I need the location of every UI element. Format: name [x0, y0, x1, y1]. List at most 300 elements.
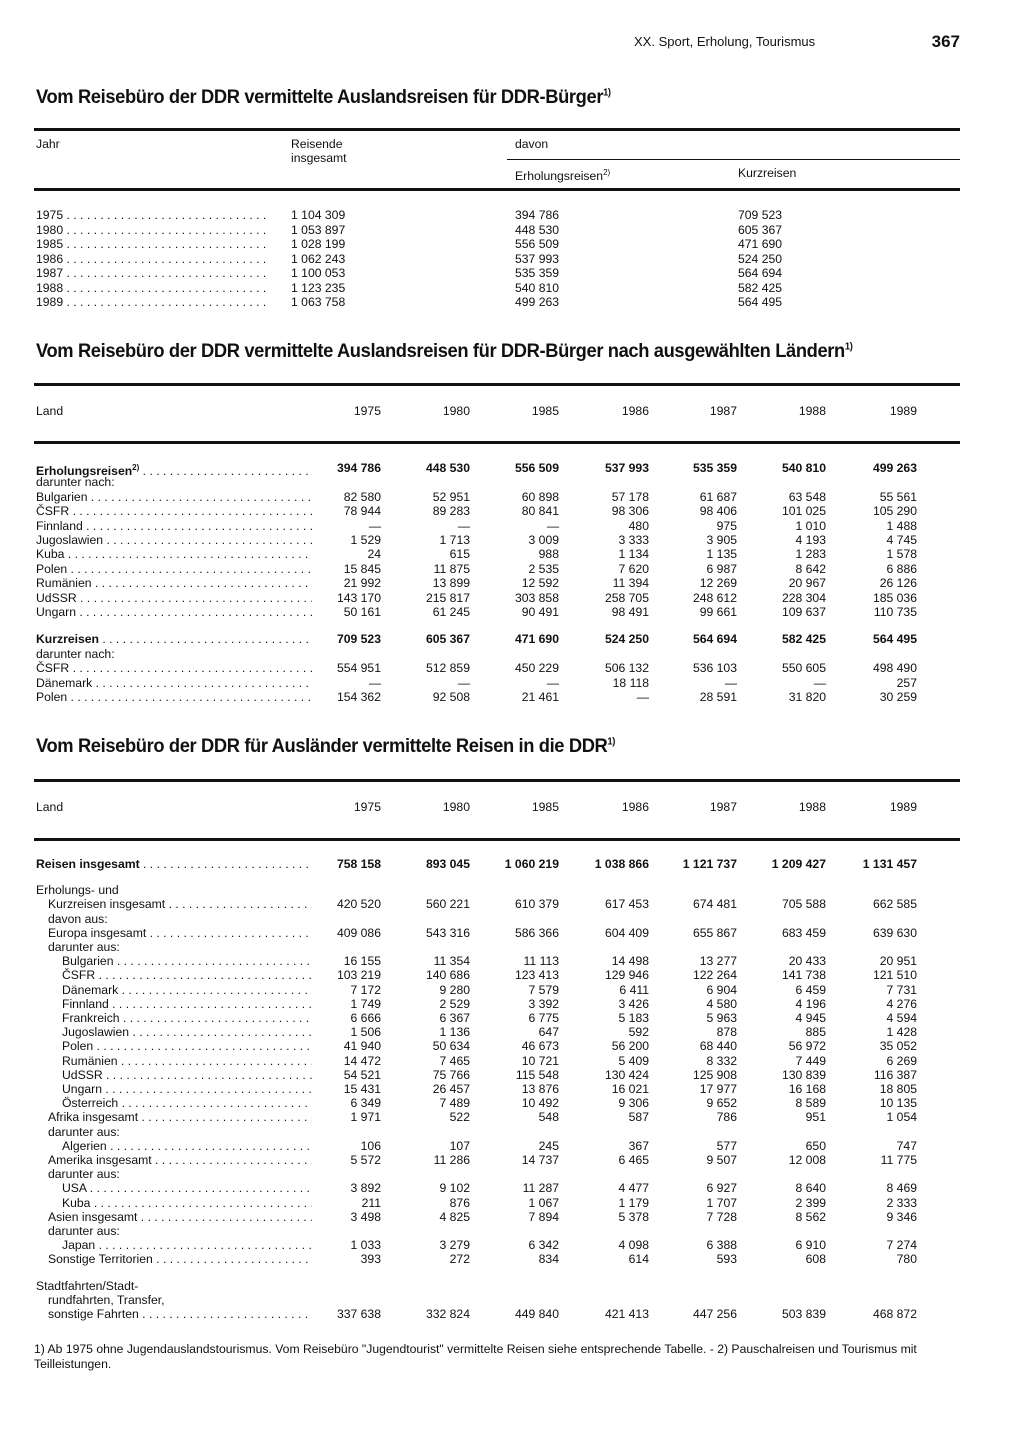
table3-cell: 17 977	[699, 1082, 737, 1096]
table2-top-rule	[34, 383, 960, 386]
table3-col-land: Land	[36, 800, 64, 814]
table2-row-label-text: Finnland	[36, 518, 83, 533]
table2-row-label	[36, 490, 312, 504]
table3-row-label-text: Asien insgesamt	[48, 1209, 138, 1224]
table3-row-label-text: Stadtfahrten/Stadt-	[36, 1278, 139, 1293]
table3-cell: 6 465	[618, 1153, 649, 1167]
table2-col-year: 1975	[353, 404, 381, 418]
table3-cell: 6 910	[795, 1238, 826, 1253]
table3-cell: 951	[805, 1110, 826, 1125]
table3-row-label	[62, 1082, 312, 1096]
table2-cell: 2 535	[528, 561, 559, 576]
table3-cell: 16 155	[343, 954, 381, 969]
table2-row-label	[36, 475, 312, 489]
table1-cell-erholung: 540 810	[515, 280, 560, 295]
table2-cell: 11 394	[612, 576, 649, 591]
table3-row-label-text: darunter aus:	[48, 1224, 120, 1238]
table2-cell: —	[636, 690, 649, 704]
table3-row-label	[62, 1238, 312, 1252]
table3-cell: 7 449	[795, 1053, 826, 1068]
table3-cell: 332 824	[425, 1307, 470, 1321]
table3-row-label-text: Dänemark	[62, 982, 119, 997]
table3-cell: 20 433	[788, 954, 826, 969]
table3-cell: 393	[360, 1252, 381, 1267]
table3-cell: 107	[449, 1138, 470, 1153]
table2-cell: 12 592	[521, 576, 559, 591]
table3-cell: 1 179	[618, 1195, 649, 1210]
table3-cell: 11 287	[522, 1181, 559, 1196]
table2-row-label	[36, 647, 312, 661]
table3-cell: 15 431	[343, 1082, 381, 1096]
table2-row-label-text: Bulgarien	[36, 489, 88, 504]
table3-row-label-text: rundfahrten, Transfer,	[48, 1292, 165, 1307]
table1-col-davon: davon	[515, 137, 549, 151]
table3-cell: 3 426	[618, 996, 649, 1011]
table3-cell: 6 666	[350, 1011, 381, 1025]
table2-cell: —	[457, 675, 470, 690]
table3-row-label	[48, 1224, 312, 1238]
table3-cell: 1 428	[886, 1025, 917, 1040]
table3-cell: 130 839	[781, 1067, 826, 1082]
table3-cell: 7 894	[528, 1209, 559, 1224]
table2-cell: 15 845	[343, 561, 381, 576]
table2-cell: —	[368, 518, 381, 533]
table3-cell: 20 951	[879, 954, 917, 969]
table3-cell: 9 507	[706, 1153, 737, 1167]
table1-title-note: 1)	[603, 87, 611, 99]
table3-cell: 1 067	[528, 1195, 559, 1210]
table1-cell-jahr: 1986 . . .	[36, 252, 270, 266]
table3-cell: 9 102	[439, 1181, 470, 1196]
table1-cell-jahr: 1987 . . .	[36, 266, 270, 280]
table3-row-label	[62, 1054, 312, 1068]
footnotes: 1) Ab 1975 ohne Jugendauslandstourismus. Vom Reisebüro "Jugendtourist" vermittelte Reisen siehe entsprechende Tabelle. - 2) Pauschalreisen und Tourismus mit Teilleistungen.	[34, 1342, 917, 1371]
table2-cell: 988	[538, 547, 559, 562]
table2-cell: 536 103	[692, 661, 737, 676]
table3-row-label	[62, 1011, 312, 1025]
table3-cell: 7 579	[528, 982, 559, 997]
table2-cell: 550 605	[781, 661, 826, 676]
table3-cell: 11 354	[433, 954, 470, 969]
table2-cell: 99 661	[699, 605, 737, 619]
table1-col-erholung-text: Erholungsreisen	[515, 169, 604, 184]
table3-cell: 560 221	[425, 897, 470, 912]
table2-cell: 3 905	[706, 533, 737, 547]
table3-cell: 6 904	[706, 982, 737, 997]
table2-cell: 50 161	[343, 605, 381, 619]
table1-col-erholung-note: 2)	[603, 168, 611, 177]
table2-cell: —	[368, 675, 381, 690]
table1-cell-reisende: 1 123 235	[291, 280, 346, 295]
table3-row-label-text: Algerien	[62, 1138, 107, 1153]
table3-cell: 125 908	[692, 1067, 737, 1082]
table3-col-year: 1989	[889, 800, 917, 814]
table3-cell: 50 634	[432, 1039, 470, 1054]
table2-cell: 154 362	[336, 690, 381, 704]
table2-cell: 55 561	[879, 489, 917, 504]
table2-cell: 975	[716, 518, 737, 533]
table3-row-label-text: Erholungs- und	[36, 883, 119, 898]
table3-cell: 13 876	[521, 1082, 559, 1096]
table3-cell: 9 652	[706, 1096, 737, 1111]
table1-cell-jahr: 1988 . . .	[36, 281, 270, 295]
table3-cell: 468 872	[872, 1307, 917, 1321]
table3-cell: 68 440	[699, 1039, 737, 1054]
table1-cell-reisende: 1 028 199	[291, 237, 346, 251]
table3-row-label-text: Afrika insgesamt	[48, 1110, 139, 1125]
table2-cell: 21 992	[343, 576, 381, 591]
table2-row-label	[36, 519, 312, 533]
table1-cell-erholung: 394 786	[515, 208, 560, 222]
table3-row-label-text: darunter aus:	[48, 940, 120, 954]
table2-row-label	[36, 676, 312, 690]
table3-row-label	[62, 1196, 312, 1210]
table3-cell: 140 686	[425, 968, 470, 983]
table3-header-rule	[34, 838, 960, 841]
table3-cell: 10 492	[521, 1096, 559, 1111]
table3-cell: 6 775	[528, 1011, 559, 1025]
table2-cell: 4 745	[886, 533, 917, 547]
table3-row-label	[48, 1210, 312, 1224]
table2-cell: 258 705	[604, 590, 649, 605]
table2-cell: 512 859	[425, 661, 470, 676]
table2-cell: 3 009	[528, 533, 559, 547]
table3-cell: 46 673	[521, 1039, 559, 1054]
table3-cell: 662 585	[872, 897, 917, 912]
table2-cell: 89 283	[432, 504, 470, 519]
table3-cell: 7 274	[886, 1238, 917, 1253]
table3-cell: 655 867	[692, 925, 737, 940]
table2-cell: 57 178	[611, 489, 649, 504]
table3-cell: 834	[538, 1252, 559, 1267]
table3-cell: 16 021	[611, 1082, 649, 1096]
table3-cell: 7 731	[886, 982, 917, 997]
table2-row-label	[36, 576, 312, 590]
table3-cell: 503 839	[781, 1307, 826, 1321]
table2-col-year: 1986	[621, 404, 649, 418]
table3-cell: 2 529	[439, 996, 470, 1011]
table2-row-label-text: Jugoslawien	[36, 533, 104, 547]
table3-cell: 11 775	[880, 1153, 917, 1167]
table3-cell: 26 457	[432, 1082, 470, 1096]
table3-cell: 3 392	[528, 996, 559, 1011]
table3-cell: 3 498	[350, 1209, 381, 1224]
table2-row-label-text: darunter nach:	[36, 475, 115, 490]
table3-cell: 4 196	[795, 996, 826, 1011]
table2-title	[36, 340, 852, 363]
table3-row-label	[36, 857, 312, 871]
table3-cell: 1 707	[706, 1195, 737, 1210]
table3-row-label	[62, 1181, 312, 1195]
table3-cell: 614	[628, 1252, 649, 1267]
table3-cell: 211	[361, 1195, 381, 1210]
table3-cell: 650	[805, 1138, 826, 1153]
table1-cell-kurz: 471 690	[738, 237, 783, 251]
table2-cell: 98 406	[699, 504, 737, 519]
table3-title-note: 1)	[607, 736, 616, 748]
table2-cell: 82 580	[343, 489, 381, 504]
table3-cell: 14 498	[611, 954, 649, 969]
table3-top-rule	[34, 779, 960, 782]
table3-row-label	[48, 940, 312, 954]
table1-cell-jahr: 1975 . . .	[36, 208, 270, 222]
table2-cell: 564 495	[872, 632, 917, 647]
table3-cell: 639 630	[872, 925, 917, 940]
table1-cell-erholung: 535 359	[515, 266, 560, 280]
table2-cell: 1 134	[618, 547, 649, 562]
table1-cell-kurz: 564 694	[738, 266, 783, 280]
table3-row-label-text: sonstige Fahrten	[48, 1307, 139, 1321]
table2-row-label-text: Ungarn	[36, 605, 76, 619]
table3-cell: 1 131 457	[862, 857, 917, 871]
table3-cell: 4 098	[618, 1238, 649, 1253]
table2-cell: 143 170	[336, 590, 381, 605]
table2-cell: 506 132	[604, 661, 649, 676]
table2-cell: —	[813, 675, 826, 690]
table3-row-label	[62, 1139, 312, 1153]
table2-row-label-text: UdSSR	[36, 590, 77, 605]
table3-row-label	[48, 1293, 312, 1307]
table2-row-label	[36, 605, 312, 619]
table3-row-label	[48, 926, 312, 940]
table2-cell: 61 245	[432, 605, 470, 619]
table2-cell: 1 010	[795, 518, 826, 533]
table3-cell: 647	[538, 1025, 559, 1040]
table1-cell-erholung: 556 509	[515, 237, 560, 251]
table3-row-label-text: darunter aus:	[48, 1167, 120, 1182]
table2-cell: 3 333	[618, 533, 649, 547]
table2-cell: 6 886	[886, 561, 917, 576]
table2-cell: 215 817	[425, 590, 470, 605]
table3-col-year: 1980	[442, 800, 470, 814]
table3-cell: 129 946	[604, 968, 649, 983]
table2-cell: 480	[628, 518, 649, 533]
table3-row-label-text: Frankreich	[62, 1011, 120, 1025]
table2-row-label-note: 2)	[132, 463, 140, 472]
table3-cell: 543 316	[425, 925, 470, 940]
table2-col-year: 1985	[531, 404, 559, 418]
table3-cell: 1 971	[350, 1110, 381, 1125]
table3-col-year: 1975	[353, 800, 381, 814]
table2-cell: 20 967	[788, 576, 826, 591]
table3-cell: 8 589	[795, 1096, 826, 1111]
table2-cell: 4 193	[795, 533, 826, 547]
table3-row-label	[62, 954, 312, 968]
table3-cell: 1 060 219	[504, 857, 559, 871]
table3-cell: 10 721	[521, 1053, 559, 1068]
table3-row-label-text: ČSFR	[62, 968, 96, 983]
table3-cell: 5 378	[618, 1209, 649, 1224]
table3-title-text: Vom Reisebüro der DDR für Ausländer vermittelte Reisen in die DDR	[36, 735, 608, 757]
table3-cell: 35 052	[879, 1039, 917, 1054]
table2-row-label	[36, 661, 312, 675]
table2-row-label-text: Dänemark	[36, 675, 93, 690]
table3-cell: 41 940	[343, 1039, 381, 1054]
table3-row-label	[36, 883, 312, 897]
table3-cell: 5 183	[618, 1011, 649, 1025]
table3-cell: 1 033	[350, 1238, 381, 1253]
table3-cell: 683 459	[781, 925, 826, 940]
table3-cell: 122 264	[692, 968, 737, 983]
table3-cell: 6 367	[439, 1011, 470, 1025]
table2-cell: 61 687	[699, 489, 737, 504]
table3-cell: 11 286	[433, 1153, 470, 1167]
table1-cell-reisende: 1 063 758	[291, 295, 346, 309]
table1-cell-kurz: 524 250	[738, 251, 783, 266]
table3-cell: 5 409	[618, 1053, 649, 1068]
table2-row-label	[36, 632, 312, 646]
table3-cell: 16 168	[788, 1082, 826, 1096]
table3-cell: 56 200	[611, 1039, 649, 1054]
table2-cell: 540 810	[781, 461, 826, 475]
table2-row-label	[36, 504, 312, 518]
table2-cell: 394 786	[336, 461, 381, 475]
table3-cell: 8 469	[886, 1181, 917, 1196]
table3-cell: 577	[716, 1138, 737, 1153]
table3-row-label-text: UdSSR	[62, 1067, 103, 1082]
table1-col-kurz: Kurzreisen	[738, 166, 797, 180]
table1-cell-kurz: 564 495	[738, 295, 783, 309]
table1-cell-kurz: 709 523	[738, 208, 783, 222]
table3-col-year: 1988	[798, 800, 826, 814]
table2-cell: 24	[367, 547, 381, 562]
table2-row-label-text: Kuba	[36, 547, 65, 562]
table3-cell: 130 424	[604, 1067, 649, 1082]
table3-cell: 610 379	[514, 897, 559, 912]
table1-cell-jahr: 1989 . . .	[36, 295, 270, 309]
table3-cell: 2 399	[795, 1195, 826, 1210]
table3-row-label	[48, 1252, 312, 1266]
table3-cell: 367	[628, 1138, 649, 1153]
table3-row-label	[36, 1279, 312, 1293]
table2-row-label-text: Polen	[36, 561, 68, 576]
table2-title-text: Vom Reisebüro der DDR vermittelte Auslandsreisen für DDR-Bürger nach ausgewählten Ländern	[36, 340, 845, 362]
table2-cell: 303 858	[514, 590, 559, 605]
table3-cell: 10 135	[879, 1096, 917, 1111]
table3-cell: 421 413	[604, 1307, 649, 1321]
table2-cell: 556 509	[514, 461, 559, 475]
table2-cell: 7 620	[618, 561, 649, 576]
table3-cell: 4 276	[886, 996, 917, 1011]
table3-cell: 4 580	[706, 996, 737, 1011]
table2-cell: 63 548	[788, 489, 826, 504]
table2-cell: 80 841	[521, 504, 559, 519]
table2-cell: 105 290	[872, 504, 917, 519]
table3-cell: 878	[716, 1025, 737, 1040]
table3-row-label-text: Amerika insgesamt	[48, 1153, 152, 1167]
table3-row-label-text: Kuba	[62, 1195, 91, 1210]
table3-row-label-text: Ungarn	[62, 1082, 102, 1096]
table3-cell: 674 481	[692, 897, 737, 912]
table3-row-label	[48, 1153, 312, 1167]
table2-col-year: 1988	[798, 404, 826, 418]
table3-cell: 604 409	[604, 925, 649, 940]
table2-cell: 28 591	[699, 690, 737, 704]
table2-col-land: Land	[36, 404, 64, 418]
section-title: XX. Sport, Erholung, Tourismus	[634, 34, 816, 49]
table3-title	[36, 735, 615, 758]
table2-cell: 535 359	[692, 461, 737, 475]
table3-cell: 13 277	[699, 954, 737, 969]
table3-row-label	[62, 1039, 312, 1053]
table3-cell: 4 825	[439, 1209, 470, 1224]
table2-col-year: 1987	[709, 404, 737, 418]
table2-row-label-text: ČSFR	[36, 661, 70, 676]
table3-row-label	[62, 983, 312, 997]
table2-cell: 8 642	[795, 561, 826, 576]
table2-cell: 78 944	[343, 504, 381, 519]
table2-cell: 1 135	[706, 547, 737, 562]
table2-row-label-text: ČSFR	[36, 504, 70, 519]
table3-cell: 14 737	[521, 1153, 559, 1167]
table3-cell: 141 738	[781, 968, 826, 983]
table3-col-year: 1987	[709, 800, 737, 814]
table2-cell: —	[546, 518, 559, 533]
table3-row-label-text: Sonstige Territorien	[48, 1252, 153, 1267]
table3-cell: 121 510	[872, 968, 917, 983]
table2-cell: 1 283	[795, 547, 826, 562]
table3-cell: 11 113	[523, 954, 559, 969]
table3-cell: 447 256	[692, 1307, 737, 1321]
table3-row-label	[62, 1096, 312, 1110]
table3-cell: 7 172	[350, 982, 381, 997]
table3-row-label	[62, 968, 312, 982]
table2-cell: 12 269	[699, 576, 737, 591]
table3-cell: 786	[716, 1110, 737, 1125]
table1-cell-erholung: 499 263	[515, 295, 560, 309]
table2-row-label	[36, 533, 312, 547]
table3-cell: 54 521	[343, 1067, 381, 1082]
table1-cell-reisende: 1 104 309	[291, 208, 346, 222]
table2-cell: 448 530	[425, 461, 470, 475]
table3-cell: 449 840	[514, 1307, 559, 1321]
table3-row-label	[48, 912, 312, 926]
page-number: 367	[931, 32, 960, 51]
table2-cell: 537 993	[604, 461, 649, 475]
table3-cell: 1 749	[350, 996, 381, 1011]
table3-cell: 8 562	[795, 1209, 826, 1224]
table3-cell: 747	[896, 1138, 917, 1153]
table3-cell: 14 472	[343, 1053, 381, 1068]
table1-davon-rule	[507, 159, 960, 160]
table3-cell: 18 805	[879, 1082, 917, 1096]
table3-cell: 6 269	[886, 1053, 917, 1068]
table3-row-label	[48, 1307, 312, 1321]
table3-cell: 8 640	[795, 1181, 826, 1196]
table1-cell-kurz: 605 367	[738, 222, 783, 237]
table2-cell: 26 126	[879, 576, 917, 591]
table3-cell: 6 411	[619, 982, 649, 997]
table3-row-label-text: Europa insgesamt	[48, 925, 147, 940]
table1-cell-jahr: 1980 . . .	[36, 223, 270, 237]
table3-cell: 6 342	[528, 1238, 559, 1253]
table2-cell: —	[546, 675, 559, 690]
table2-cell: 90 491	[521, 605, 559, 619]
table1-cell-erholung: 448 530	[515, 222, 560, 237]
table3-row-label-text: davon aus:	[48, 911, 108, 926]
table2-row-label-text: Rumänien	[36, 576, 92, 591]
table2-cell: —	[457, 518, 470, 533]
table2-cell: 21 461	[521, 690, 559, 704]
table2-cell: 92 508	[432, 690, 470, 704]
table2-cell: 101 025	[781, 504, 826, 519]
table3-cell: 617 453	[604, 897, 649, 912]
table2-cell: 30 259	[879, 690, 917, 704]
table2-header-rule	[34, 441, 960, 444]
table1-cell-kurz: 582 425	[738, 280, 783, 295]
table3-col-year: 1986	[621, 800, 649, 814]
table3-row-label	[62, 1068, 312, 1082]
